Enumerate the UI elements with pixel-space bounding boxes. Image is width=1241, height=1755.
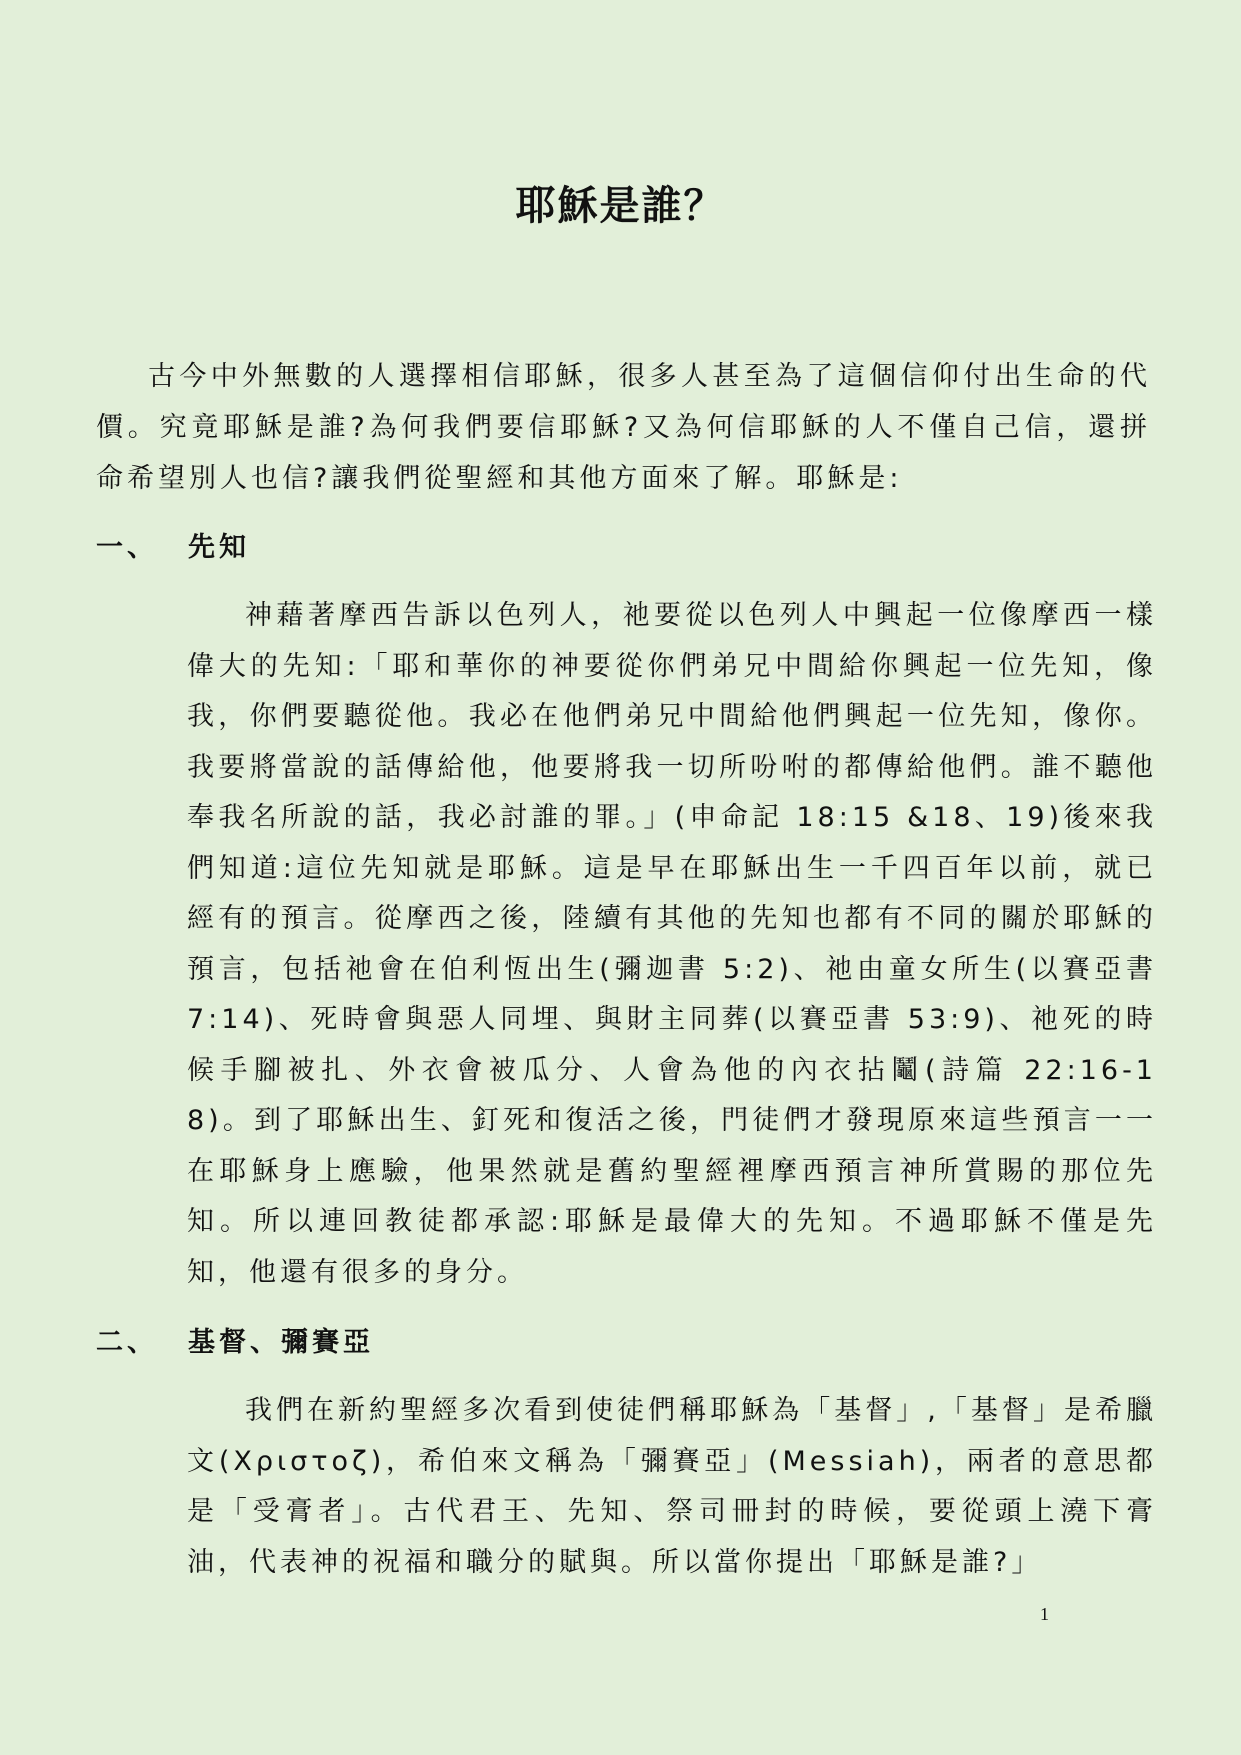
section-number: 一、 xyxy=(96,532,158,563)
section-number: 二、 xyxy=(96,1327,158,1358)
document-title: 耶穌是誰？ xyxy=(515,183,726,229)
page-number: 1 xyxy=(1040,1604,1049,1624)
section-body-prophet: 神藉著摩西告訴以色列人，祂要從以色列人中興起一位像摩西一樣偉大的先知:「耶和華你的神要從你們弟兄中間給你興起一位先知，像我，你們要聽從他。我必在他們弟兄中間給他們興起一位先知，像你。我要將當說的話傳給他，他要將我一切所吩咐的都傳給他們。誰不聽他奉我名所說的話，我必討誰的罪。」(申命記 18:15 &18、19)後來我們知道:這位先知就是耶穌。這是早在耶穌出生一千四百年以前，就已經有的預言。從摩西之後，陸續有其他的先知也都有不同的關於耶穌的預言，包括祂會在伯利恆出生(彌迦書 5:2)、祂由童女所生(以賽亞書 7:14)、死時會與惡人同埋、與財主同葬(以賽亞書 53:9)、祂死的時候手腳被扎、外衣會被瓜分、人會為他的內衣拈鬮(詩篇 22:16-18)。到了耶穌出生、釘死和復活之後，門徒們才發現原來這些預言一一在耶穌身上應驗，他果然就是舊約聖經裡摩西預言神所賞賜的那位先知。所以連回教徒都承認:耶穌是最偉大的先知。不過耶穌不僅是先知，他還有很多的身分。 xyxy=(187,600,1157,1288)
section-heading-text: 先知 xyxy=(188,532,250,563)
section-body-christ: 我們在新約聖經多次看到使徒們稱耶穌為「基督」,「基督」是希臘文(Χριστοζ)，希伯來文稱為「彌賽亞」(Messiah)，兩者的意思都是「受膏者」。古代君王、先知、祭司冊封的時候，要從頭上澆下膏油，代表神的祝福和職分的賦與。所以當你提出「耶穌是誰?」 xyxy=(187,1395,1157,1578)
section-heading-text: 基督、彌賽亞 xyxy=(188,1327,374,1358)
intro-paragraph: 古今中外無數的人選擇相信耶穌，很多人甚至為了這個信仰付出生命的代價。究竟耶穌是誰?為何我們要信耶穌?又為何信耶穌的人不僅自己信，還拼命希望別人也信?讓我們從聖經和其他方面來了解。耶穌是: xyxy=(96,361,1151,494)
